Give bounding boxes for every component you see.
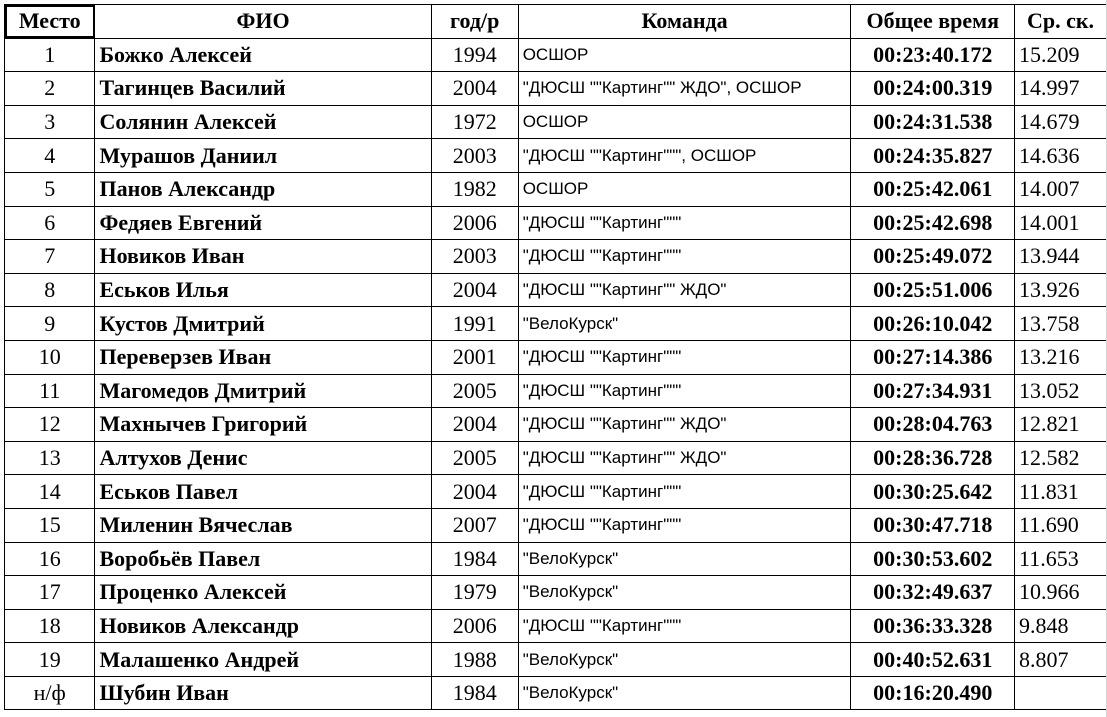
table-row <box>5 307 1107 341</box>
table-row <box>5 139 1107 173</box>
year-cell[interactable]: 1984 <box>431 542 518 576</box>
year-cell[interactable]: 1994 <box>431 38 518 72</box>
name-cell[interactable]: Федяев Евгений <box>95 206 431 240</box>
time-cell[interactable]: 00:30:53.602 <box>851 542 1015 576</box>
name-cell[interactable]: Еськов Павел <box>95 475 431 509</box>
table-row <box>5 609 1107 643</box>
name-cell[interactable]: Алтухов Денис <box>95 441 431 475</box>
header-row <box>5 5 1107 39</box>
name-cell[interactable]: Мурашов Даниил <box>95 139 431 173</box>
table-row <box>5 38 1107 72</box>
team-cell[interactable]: "ДЮСШ ""Картинг"" ЖДО" <box>518 408 851 442</box>
year-cell[interactable]: 2007 <box>431 508 518 542</box>
time-cell[interactable]: 00:25:51.006 <box>851 273 1015 307</box>
speed-cell[interactable]: 15.209 <box>1015 38 1107 72</box>
results-body <box>5 38 1107 710</box>
table-row <box>5 374 1107 408</box>
year-cell[interactable]: 2005 <box>431 374 518 408</box>
time-cell[interactable]: 00:24:35.827 <box>851 139 1015 173</box>
year-cell[interactable]: 1984 <box>431 676 518 710</box>
place-cell[interactable]: 5 <box>5 172 95 206</box>
name-cell[interactable]: Божко Алексей <box>95 38 431 72</box>
place-cell[interactable]: 1 <box>5 38 95 72</box>
place-cell[interactable]: 2 <box>5 72 95 106</box>
name-cell[interactable]: Еськов Илья <box>95 273 431 307</box>
time-cell[interactable]: 00:25:42.698 <box>851 206 1015 240</box>
year-cell[interactable]: 1979 <box>431 576 518 610</box>
header-team[interactable]: Команда <box>518 5 851 39</box>
speed-cell[interactable]: 11.831 <box>1015 475 1107 509</box>
header-place[interactable]: Место <box>5 5 95 39</box>
place-cell[interactable]: 16 <box>5 542 95 576</box>
table-row <box>5 408 1107 442</box>
name-cell[interactable]: Новиков Александр <box>95 609 431 643</box>
speed-cell[interactable]: 13.944 <box>1015 240 1107 274</box>
results-table <box>4 4 1107 710</box>
header-avg-speed[interactable]: Ср. ск. <box>1015 5 1107 39</box>
speed-cell[interactable]: 8.807 <box>1015 643 1107 677</box>
place-cell[interactable]: 9 <box>5 307 95 341</box>
time-cell[interactable]: 00:30:47.718 <box>851 508 1015 542</box>
place-cell[interactable]: 15 <box>5 508 95 542</box>
speed-cell[interactable]: 13.758 <box>1015 307 1107 341</box>
table-row <box>5 105 1107 139</box>
header-year[interactable]: год/р <box>431 5 518 39</box>
team-cell[interactable]: "ВелоКурск" <box>518 676 851 710</box>
team-cell[interactable]: "ДЮСШ ""Картинг"" ЖДО" <box>518 273 851 307</box>
time-cell[interactable]: 00:25:42.061 <box>851 172 1015 206</box>
team-cell[interactable]: "ДЮСШ ""Картинг""" <box>518 508 851 542</box>
team-cell[interactable]: "ДЮСШ ""Картинг"" ЖДО" <box>518 441 851 475</box>
speed-cell[interactable]: 11.690 <box>1015 508 1107 542</box>
team-cell[interactable]: "ДЮСШ ""Картинг"" ЖДО", ОСШОР <box>518 72 851 106</box>
speed-cell[interactable]: 14.679 <box>1015 105 1107 139</box>
year-cell[interactable]: 2003 <box>431 240 518 274</box>
time-cell[interactable]: 00:27:34.931 <box>851 374 1015 408</box>
place-cell[interactable]: 7 <box>5 240 95 274</box>
table-row <box>5 576 1107 610</box>
team-cell[interactable]: "ДЮСШ ""Картинг""" <box>518 374 851 408</box>
name-cell[interactable]: Миленин Вячеслав <box>95 508 431 542</box>
table-row <box>5 508 1107 542</box>
table-row <box>5 72 1107 106</box>
place-cell[interactable]: 14 <box>5 475 95 509</box>
team-cell[interactable]: "ДЮСШ ""Картинг""" <box>518 475 851 509</box>
team-cell[interactable]: ОСШОР <box>518 172 851 206</box>
team-cell[interactable]: "ВелоКурск" <box>518 307 851 341</box>
year-cell[interactable]: 1982 <box>431 172 518 206</box>
time-cell[interactable]: 00:23:40.172 <box>851 38 1015 72</box>
speed-cell[interactable]: 13.216 <box>1015 340 1107 374</box>
time-cell[interactable]: 00:24:31.538 <box>851 105 1015 139</box>
year-cell[interactable]: 2006 <box>431 206 518 240</box>
table-row <box>5 206 1107 240</box>
year-cell[interactable]: 1988 <box>431 643 518 677</box>
place-cell[interactable]: 11 <box>5 374 95 408</box>
table-row <box>5 441 1107 475</box>
team-cell[interactable]: ОСШОР <box>518 105 851 139</box>
place-cell[interactable]: 12 <box>5 408 95 442</box>
time-cell[interactable]: 00:16:20.490 <box>851 676 1015 710</box>
table-row <box>5 542 1107 576</box>
year-cell[interactable]: 2006 <box>431 609 518 643</box>
speed-cell[interactable]: 10.966 <box>1015 576 1107 610</box>
time-cell[interactable]: 00:32:49.637 <box>851 576 1015 610</box>
name-cell[interactable]: Махнычев Григорий <box>95 408 431 442</box>
speed-cell[interactable]: 9.848 <box>1015 609 1107 643</box>
name-cell[interactable]: Шубин Иван <box>95 676 431 710</box>
team-cell[interactable]: "ВелоКурск" <box>518 542 851 576</box>
speed-cell[interactable] <box>1015 676 1107 710</box>
team-cell[interactable]: "ДЮСШ ""Картинг""" <box>518 340 851 374</box>
time-cell[interactable]: 00:30:25.642 <box>851 475 1015 509</box>
speed-cell[interactable]: 12.821 <box>1015 408 1107 442</box>
place-cell[interactable]: 13 <box>5 441 95 475</box>
name-cell[interactable]: Проценко Алексей <box>95 576 431 610</box>
name-cell[interactable]: Солянин Алексей <box>95 105 431 139</box>
year-cell[interactable]: 1972 <box>431 105 518 139</box>
table-row <box>5 240 1107 274</box>
place-cell[interactable]: 17 <box>5 576 95 610</box>
speed-cell[interactable]: 14.636 <box>1015 139 1107 173</box>
place-cell[interactable]: 8 <box>5 273 95 307</box>
speed-cell[interactable]: 12.582 <box>1015 441 1107 475</box>
place-cell[interactable]: 10 <box>5 340 95 374</box>
speed-cell[interactable]: 14.001 <box>1015 206 1107 240</box>
name-cell[interactable]: Кустов Дмитрий <box>95 307 431 341</box>
place-cell[interactable]: н/ф <box>5 676 95 710</box>
time-cell[interactable]: 00:28:04.763 <box>851 408 1015 442</box>
name-cell[interactable]: Воробьёв Павел <box>95 542 431 576</box>
time-cell[interactable]: 00:26:10.042 <box>851 307 1015 341</box>
table-row <box>5 676 1107 710</box>
year-cell[interactable]: 2003 <box>431 139 518 173</box>
year-cell[interactable]: 1991 <box>431 307 518 341</box>
year-cell[interactable]: 2001 <box>431 340 518 374</box>
year-cell[interactable]: 2004 <box>431 408 518 442</box>
name-cell[interactable]: Тагинцев Василий <box>95 72 431 106</box>
year-cell[interactable]: 2005 <box>431 441 518 475</box>
speed-cell[interactable]: 13.926 <box>1015 273 1107 307</box>
table-row <box>5 340 1107 374</box>
table-row <box>5 172 1107 206</box>
team-cell[interactable]: "ВелоКурск" <box>518 643 851 677</box>
team-cell[interactable]: "ВелоКурск" <box>518 576 851 610</box>
place-cell[interactable]: 18 <box>5 609 95 643</box>
header-total-time[interactable]: Общее время <box>851 5 1015 39</box>
header-name[interactable]: ФИО <box>95 5 431 39</box>
table-row <box>5 273 1107 307</box>
time-cell[interactable]: 00:40:52.631 <box>851 643 1015 677</box>
speed-cell[interactable]: 11.653 <box>1015 542 1107 576</box>
time-cell[interactable]: 00:24:00.319 <box>851 72 1015 106</box>
place-cell[interactable]: 4 <box>5 139 95 173</box>
year-cell[interactable]: 2004 <box>431 72 518 106</box>
place-cell[interactable]: 3 <box>5 105 95 139</box>
name-cell[interactable]: Магомедов Дмитрий <box>95 374 431 408</box>
team-cell[interactable]: ОСШОР <box>518 38 851 72</box>
table-row <box>5 643 1107 677</box>
time-cell[interactable]: 00:36:33.328 <box>851 609 1015 643</box>
year-cell[interactable]: 2004 <box>431 475 518 509</box>
place-cell[interactable]: 19 <box>5 643 95 677</box>
speed-cell[interactable]: 13.052 <box>1015 374 1107 408</box>
team-cell[interactable]: "ДЮСШ ""Картинг""" <box>518 609 851 643</box>
team-cell[interactable]: "ДЮСШ ""Картинг""" <box>518 240 851 274</box>
speed-cell[interactable]: 14.997 <box>1015 72 1107 106</box>
time-cell[interactable]: 00:25:49.072 <box>851 240 1015 274</box>
team-cell[interactable]: "ДЮСШ ""Картинг""", ОСШОР <box>518 139 851 173</box>
name-cell[interactable]: Новиков Иван <box>95 240 431 274</box>
speed-cell[interactable]: 14.007 <box>1015 172 1107 206</box>
time-cell[interactable]: 00:27:14.386 <box>851 340 1015 374</box>
name-cell[interactable]: Малашенко Андрей <box>95 643 431 677</box>
table-row <box>5 475 1107 509</box>
time-cell[interactable]: 00:28:36.728 <box>851 441 1015 475</box>
name-cell[interactable]: Панов Александр <box>95 172 431 206</box>
place-cell[interactable]: 6 <box>5 206 95 240</box>
team-cell[interactable]: "ДЮСШ ""Картинг""" <box>518 206 851 240</box>
year-cell[interactable]: 2004 <box>431 273 518 307</box>
name-cell[interactable]: Переверзев Иван <box>95 340 431 374</box>
